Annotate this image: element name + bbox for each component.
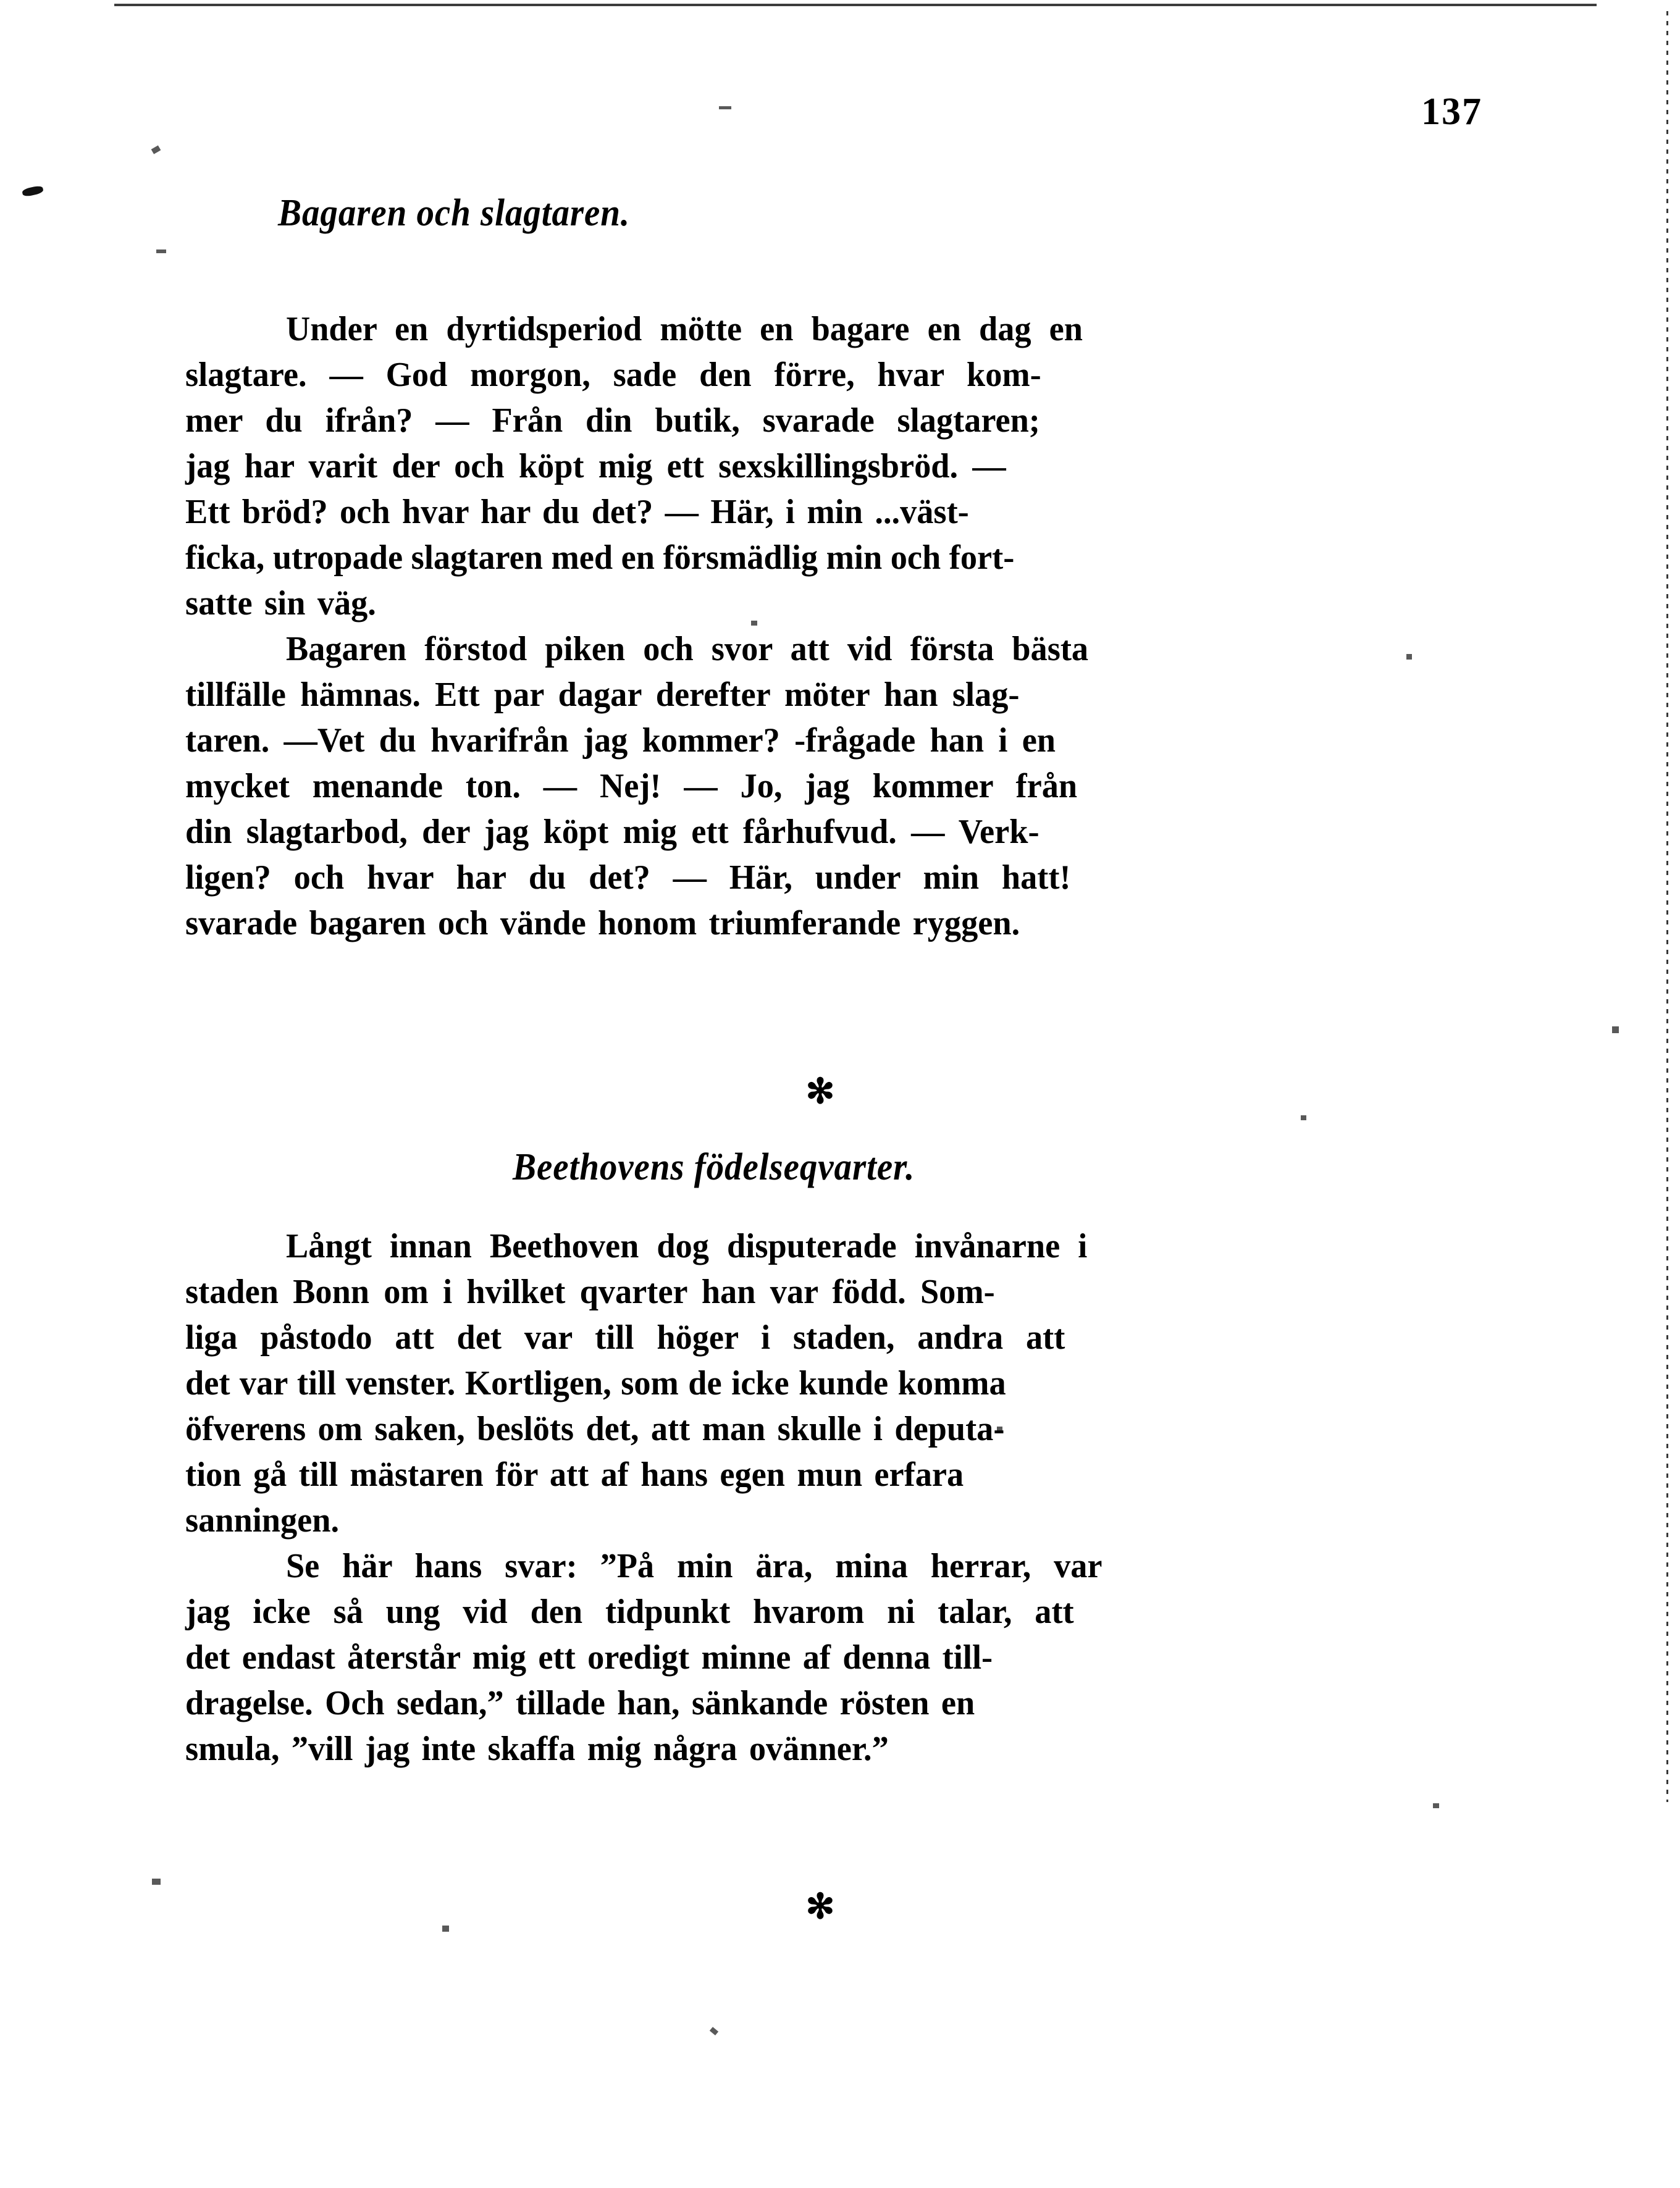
page-number: 137 <box>1421 91 1482 133</box>
ink-fleck <box>156 249 166 253</box>
section-divider-asterisk-2: ✻ <box>805 1888 835 1926</box>
text-line: Se här hans svar: ”På min ära, mina herrar, var <box>285 1547 1102 1585</box>
text-line: satte sin väg. <box>185 584 376 622</box>
ink-fleck <box>1612 1026 1619 1033</box>
ink-fleck <box>1301 1115 1306 1120</box>
text-line: mycket menande ton. — Nej! — Jo, jag kommer från <box>185 767 1078 805</box>
ink-fleck <box>710 2027 718 2035</box>
story-1-paragraph-1 <box>185 312 1427 632</box>
ink-fleck <box>151 145 161 154</box>
text-line: dragelse. Och sedan,” tillade han, sänkande rösten en <box>185 1684 975 1722</box>
scan-top-edge-line <box>114 4 1597 6</box>
text-line: Långt innan Beethoven dog disputerade invånarne i <box>285 1227 1088 1265</box>
text-line: det endast återstår mig ett oredigt minne af denna till- <box>185 1638 993 1677</box>
ink-fleck <box>152 1879 161 1885</box>
story-2-paragraph-1 <box>185 1229 1427 1549</box>
text-line: öfverens om saken, beslöts det, att man skulle i deputa- <box>185 1410 1005 1448</box>
text-line: ficka, utropade slagtaren med en försmädlig min och fort- <box>185 539 1015 577</box>
ink-speck <box>22 185 44 198</box>
section-divider-asterisk-1: ✻ <box>805 1073 835 1111</box>
ink-fleck <box>442 1926 449 1932</box>
text-line: svarade bagaren och vände honom triumferande ryggen. <box>185 904 1020 942</box>
text-line: jag har varit der och köpt mig ett sexskillingsbröd. — <box>185 447 1006 485</box>
text-line: liga påstodo att det var till höger i staden, andra att <box>185 1318 1065 1357</box>
story-2-paragraph-2 <box>185 1549 1427 1777</box>
text-line: tillfälle hämnas. Ett par dagar derefter möter han slag- <box>185 676 1020 714</box>
ink-fleck <box>719 106 731 109</box>
text-line: mer du ifrån? — Från din butik, svarade slagtaren; <box>185 401 1040 440</box>
text-line: det var till venster. Kortligen, som de icke kunde komma <box>185 1364 1006 1402</box>
text-line: jag icke så ung vid den tidpunkt hvarom ni talar, att <box>185 1593 1074 1631</box>
text-line: Ett bröd? och hvar har du det? — Här, i min ...väst- <box>185 493 969 531</box>
text-line: din slagtarbod, der jag köpt mig ett fårhufvud. — Verk- <box>185 813 1040 851</box>
text-line: ligen? och hvar har du det? — Här, under min hatt! <box>185 858 1071 897</box>
text-line: Bagaren förstod piken och svor att vid första bästa <box>285 630 1089 668</box>
story-1-paragraph-2 <box>185 632 1427 952</box>
text-line: sanningen. <box>185 1501 340 1540</box>
ink-fleck <box>1433 1803 1439 1808</box>
text-line: Under en dyrtidsperiod mötte en bagare en dag en <box>285 310 1083 348</box>
text-line: staden Bonn om i hvilket qvarter han var född. Som- <box>185 1273 995 1311</box>
text-line: smula, ”vill jag inte skaffa mig några ovänner.” <box>185 1730 889 1768</box>
text-line: tion gå till mästaren för att af hans egen mun erfara <box>185 1456 964 1494</box>
scan-right-edge-line <box>1666 11 1668 1802</box>
text-line: slagtare. — God morgon, sade den förre, hvar kom- <box>185 356 1041 394</box>
text-line: taren. —Vet du hvarifrån jag kommer? -frågade han i en <box>185 721 1056 760</box>
story-title-bagaren: Bagaren och slagtaren. <box>278 192 631 234</box>
story-title-beethovens: Beethovens födelseqvarter. <box>513 1146 915 1188</box>
